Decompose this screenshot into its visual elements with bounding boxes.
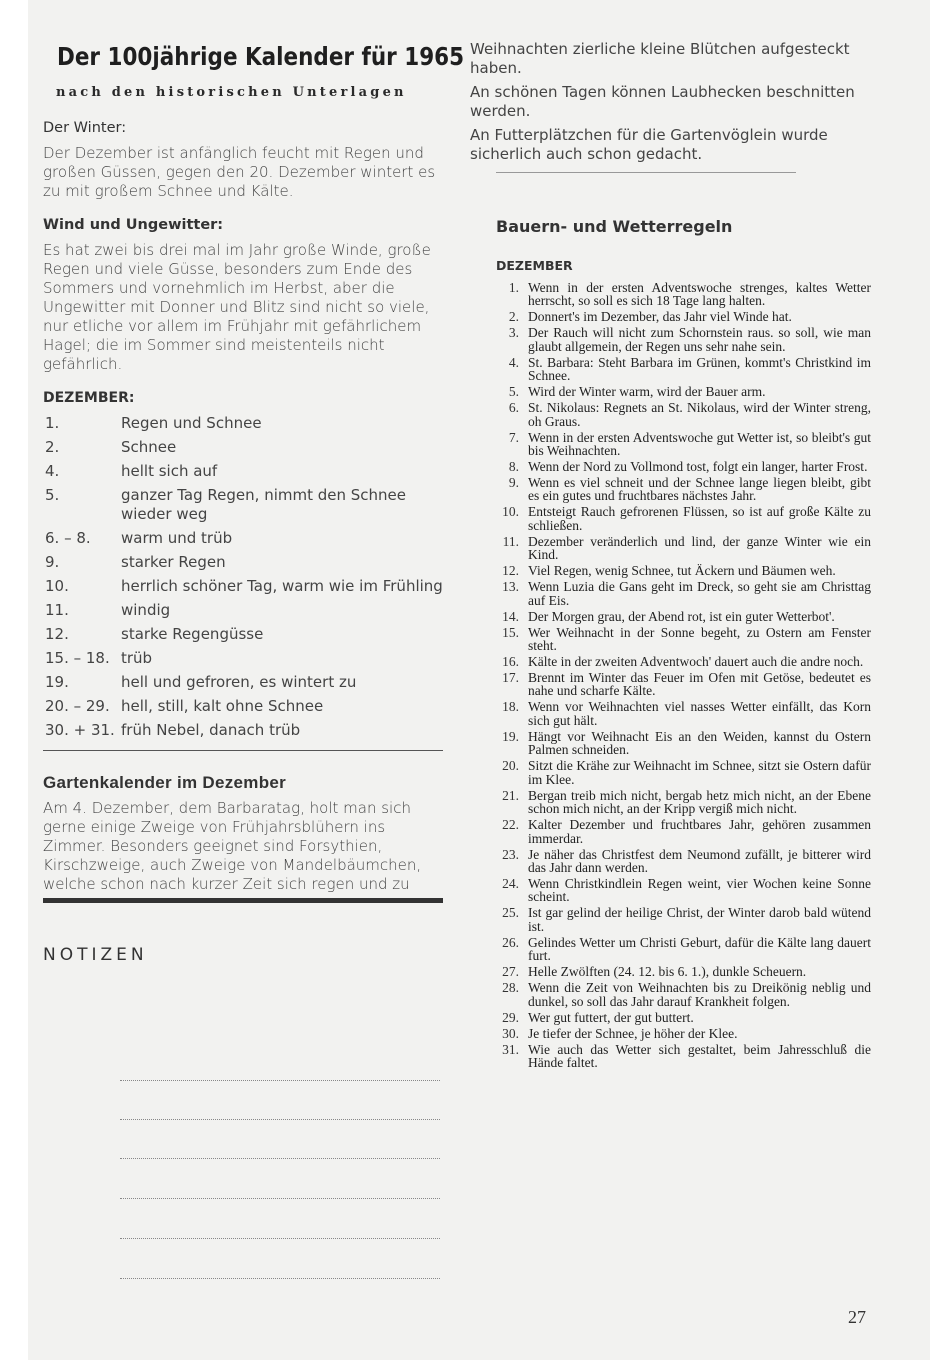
day-forecast: starke Regengüsse	[121, 625, 264, 643]
day-forecast: hellt sich auf	[121, 462, 218, 480]
rule-number: 15.	[502, 624, 519, 640]
winter-heading: Der Winter:	[43, 120, 127, 136]
day-number: 20. – 29.	[45, 697, 110, 715]
weather-rule	[470, 535, 875, 562]
rule-number: 16.	[502, 654, 519, 670]
dezember-subheading: DEZEMBER	[496, 258, 573, 273]
dezember-day-row	[43, 649, 443, 668]
rule-text: Hängt vor Weihnacht Eis an den Weiden, kannst du Ostern Palmen schneiden.	[528, 728, 871, 758]
rule-text: Viel Regen, wenig Schnee, tut Äckern und Bäumen weh.	[528, 563, 836, 579]
day-number: 11.	[45, 601, 69, 619]
rule-number: 5.	[508, 384, 519, 400]
day-number: 12.	[45, 625, 69, 643]
weather-rule	[470, 655, 875, 668]
rule-text: Der Morgen grau, der Abend rot, ist ein guter Wetterbot'.	[528, 608, 835, 624]
rule-number: 7.	[508, 429, 519, 445]
rule-text: Wenn in der ersten Adventswoche gut Wetter ist, so bleibt's gut bis Weihnachten.	[528, 429, 871, 459]
rule-text: Dezember veränderlich und lind, der ganze Winter wie ein Kind.	[528, 533, 871, 563]
continued-paragraph: Weihnachten zierliche kleine Blütchen aufgesteckt haben.	[470, 40, 850, 77]
day-forecast: früh Nebel, danach trüb	[121, 721, 301, 739]
notes-line[interactable]	[120, 1238, 440, 1239]
dezember-day-row	[43, 625, 443, 644]
weather-rule	[470, 431, 875, 458]
day-forecast: starker Regen	[121, 553, 226, 571]
weather-rule	[470, 1043, 875, 1070]
rule-number: 14.	[502, 608, 519, 624]
weather-rule	[470, 1027, 875, 1040]
rule-number: 28.	[502, 980, 519, 996]
section-divider	[43, 750, 443, 751]
rule-text: St. Nikolaus: Regnets an St. Nikolaus, wird der Winter streng, oh Graus.	[528, 400, 871, 429]
wind-heading: Wind und Ungewitter:	[43, 217, 224, 233]
notizen-label: NOTIZEN	[43, 945, 148, 965]
rule-text: Kalter Dezember und fruchtbares Jahr, gehören zusammen immerdar.	[528, 817, 871, 846]
weather-rule	[470, 385, 875, 398]
weather-rule	[470, 356, 875, 383]
rule-text: Brennt im Winter das Feuer im Ofen mit Getöse, bedeutet es nahe und scharfe Kälte.	[528, 670, 871, 699]
right-column	[470, 40, 875, 1072]
winter-text: Der Dezember ist anfänglich feucht mit Regen und großen Güssen, gegen den 20. Dezember wintert es zu mit großem Schnee und Kälte.	[43, 144, 436, 200]
page-edge	[0, 0, 28, 1360]
rule-number: 27.	[502, 964, 519, 980]
dezember-day-row	[43, 673, 443, 692]
weather-rule	[470, 759, 875, 786]
rule-number: 6.	[508, 400, 519, 416]
rule-number: 18.	[502, 699, 519, 715]
weather-rule	[470, 564, 875, 577]
rule-number: 10.	[502, 504, 519, 520]
notes-line[interactable]	[120, 1198, 440, 1199]
weather-rule	[470, 401, 875, 428]
notes-line[interactable]	[120, 1158, 440, 1159]
rule-text: Wer Weihnacht in der Sonne begeht, zu Ostern am Fenster steht.	[528, 624, 871, 654]
dezember-heading: DEZEMBER:	[43, 390, 135, 406]
dezember-day-row	[43, 438, 443, 457]
dezember-day-row	[43, 553, 443, 572]
page-title: Der 100jährige Kalender für 1965	[57, 42, 465, 71]
rule-text: Helle Zwölften (24. 12. bis 6. 1.), dunkle Scheuern.	[528, 964, 807, 980]
rule-text: Wenn Christkindlein Regen weint, vier Wochen keine Sonne scheint.	[528, 875, 871, 905]
day-forecast: hell und gefroren, es wintert zu	[121, 673, 357, 691]
weather-rule	[470, 906, 875, 933]
dezember-section	[43, 390, 443, 740]
rule-text: Wenn der Nord zu Vollmond tost, folgt ein langer, harter Frost.	[528, 459, 868, 475]
rule-text: Gelindes Wetter um Christi Geburt, dafür die Kälte lang dauert furt.	[528, 934, 871, 964]
rule-number: 29.	[502, 1009, 519, 1025]
rule-text: Entsteigt Rauch gefrorenen Flüssen, so ist auf große Kälte zu schließen.	[528, 504, 871, 533]
day-forecast: warm und trüb	[121, 529, 233, 547]
rule-number: 13.	[502, 579, 519, 595]
weather-rules-list	[470, 281, 875, 1069]
day-forecast: herrlich schöner Tag, warm wie im Frühling	[121, 577, 443, 595]
rule-number: 24.	[502, 875, 519, 891]
rule-text: Bergan treib mich nicht, bergab hetz mich nicht, an der Ebene schon mich nicht, an der Kripp vergiß mich nicht.	[528, 787, 871, 817]
rule-text: Kälte in der zweiten Adventwoch' dauert auch die andre noch.	[528, 654, 864, 670]
weather-rule	[470, 730, 875, 757]
weather-rule	[470, 326, 875, 353]
rule-text: Der Rauch will nicht zum Schornstein raus. so soll, wie man glaubt allgemein, der Regen uns sehr nahe sein.	[528, 325, 871, 354]
section-divider	[496, 172, 796, 173]
notes-line[interactable]	[120, 1080, 440, 1081]
weather-rule	[470, 789, 875, 816]
rule-text: Wenn in der ersten Adventswoche strenges, kaltes Wetter herrscht, so soll es sich 18 Tage lang halten.	[528, 280, 871, 309]
rule-number: 11.	[502, 533, 519, 549]
weather-rule	[470, 877, 875, 904]
day-forecast: hell, still, kalt ohne Schnee	[121, 697, 324, 715]
day-number: 6. – 8.	[45, 529, 91, 547]
rule-text: St. Barbara: Steht Barbara im Grünen, kommt's Christkind im Schnee.	[528, 354, 871, 384]
page-number: 27	[848, 1307, 866, 1327]
garten-heading: Gartenkalender im Dezember	[43, 773, 287, 792]
rule-number: 23.	[502, 846, 519, 862]
weather-rule	[470, 700, 875, 727]
weather-rule	[470, 1011, 875, 1024]
continued-paragraph: An Futterplätzchen für die Gartenvöglein wurde sicherlich auch schon gedacht.	[470, 126, 828, 163]
weather-rule	[470, 580, 875, 607]
wind-text: Es hat zwei bis drei mal im Jahr große Winde, große Regen und viele Güsse, besonders zum Ende des Sommers und vornehmlich im Herbst, aber die Ungewitter mit Donner und Blitz sind nicht so viele, nur etliche vor allem im Frühjahr mit gefährlichem Hagel; die im Sommer sind meistenteils nicht gefährlich.	[43, 241, 431, 373]
left-column	[43, 38, 465, 965]
rule-text: Wenn es viel schneit und der Schnee lange liegen bleibt, gibt es ein gutes und fruchtbares nächstes Jahr.	[528, 475, 871, 504]
rule-number: 3.	[508, 325, 519, 341]
rule-number: 30.	[502, 1025, 519, 1041]
thick-divider	[43, 898, 443, 903]
rule-text: Je tiefer der Schnee, je höher der Klee.	[528, 1025, 738, 1041]
day-number: 5.	[45, 486, 60, 504]
weather-rule	[470, 965, 875, 978]
rule-number: 26.	[502, 934, 519, 950]
weather-rule	[470, 936, 875, 963]
rule-text: Je näher das Christfest dem Neumond zufällt, je bitterer wird das Jahr dann werden.	[528, 846, 871, 875]
bauern-heading: Bauern- und Wetterregeln	[496, 217, 733, 236]
continued-paragraph: An schönen Tagen können Laubhecken beschnitten werden.	[470, 83, 855, 120]
weather-rule	[470, 281, 875, 308]
dezember-day-row	[43, 601, 443, 620]
weather-rule	[470, 505, 875, 532]
day-number: 2.	[45, 438, 60, 456]
day-forecast: trüb	[121, 649, 153, 667]
dezember-day-list	[43, 414, 443, 740]
weather-rule	[470, 818, 875, 845]
rule-text: Wenn die Zeit von Weihnachten bis zu Dreikönig neblig und dunkel, so soll das Jahr darauf Krankheit folgen.	[528, 980, 871, 1009]
weather-rule	[470, 671, 875, 698]
day-number: 1.	[45, 414, 60, 432]
day-number: 15. – 18.	[45, 649, 110, 667]
rule-number: 25.	[502, 905, 519, 921]
rule-text: Wie auch das Wetter sich gestaltet, beim Jahresschluß die Hände faltet.	[528, 1041, 871, 1070]
rule-number: 4.	[508, 354, 519, 370]
notes-line[interactable]	[120, 1278, 440, 1279]
weather-rule	[470, 626, 875, 653]
weather-rule	[470, 610, 875, 623]
rule-number: 31.	[502, 1041, 519, 1057]
day-number: 4.	[45, 462, 60, 480]
rule-text: Wer gut futtert, der gut buttert.	[528, 1009, 694, 1025]
page-subtitle: nach den historischen Unterlagen	[56, 85, 407, 100]
rule-number: 17.	[502, 670, 519, 686]
day-number: 30. + 31.	[45, 721, 115, 739]
weather-rule	[470, 310, 875, 323]
dezember-day-row	[43, 414, 443, 433]
rule-number: 8.	[508, 459, 519, 475]
day-number: 19.	[45, 673, 69, 691]
day-forecast: Schnee	[121, 438, 177, 456]
day-forecast: Regen und Schnee	[121, 414, 262, 432]
rule-text: Wenn Luzia die Gans geht im Dreck, so geht sie am Christtag auf Eis.	[528, 579, 871, 608]
day-forecast: windig	[121, 601, 171, 619]
rule-number: 1.	[508, 280, 519, 295]
dezember-day-row	[43, 486, 443, 524]
day-number: 10.	[45, 577, 69, 595]
rule-number: 9.	[508, 475, 519, 491]
rule-number: 22.	[502, 817, 519, 833]
weather-rule	[470, 476, 875, 503]
weather-rule	[470, 981, 875, 1008]
rule-text: Donnert's im Dezember, das Jahr viel Winde hat.	[528, 309, 792, 325]
dezember-day-row	[43, 462, 443, 481]
dezember-day-row	[43, 529, 443, 548]
rule-number: 19.	[502, 728, 519, 744]
rule-number: 12.	[502, 563, 519, 579]
weather-rule	[470, 460, 875, 473]
weather-rule	[470, 848, 875, 875]
rule-number: 2.	[508, 309, 519, 325]
dezember-day-row	[43, 721, 443, 740]
garten-text: Am 4. Dezember, dem Barbaratag, holt man sich gerne einige Zweige von Frühjahrsblühern ins Zimmer. Besonders geeignet sind Forsythien, Kirschzweige, auch Zweige von Mandelbäumchen, welche schon nach kurzer Zeit sich regen und zu	[43, 799, 422, 893]
wind-section	[43, 217, 443, 374]
rule-text: Sitzt die Krähe zur Weihnacht im Schnee, sitzt sie Ostern dafür im Klee.	[528, 758, 871, 787]
dezember-day-row	[43, 697, 443, 716]
day-forecast: ganzer Tag Regen, nimmt den Schnee wieder weg	[121, 486, 406, 523]
dezember-day-row	[43, 577, 443, 596]
rule-number: 20.	[502, 758, 519, 774]
rule-number: 21.	[502, 787, 519, 803]
rule-text: Wird der Winter warm, wird der Bauer arm.	[528, 384, 766, 400]
rule-text: Ist gar gelind der heilige Christ, der Winter darob bald wütend ist.	[528, 905, 871, 934]
day-number: 9.	[45, 553, 60, 571]
notes-line[interactable]	[120, 1119, 440, 1120]
rule-text: Wenn vor Weihnachten viel nasses Wetter einfällt, das Korn sich gut hält.	[528, 699, 871, 728]
winter-section	[43, 120, 443, 201]
